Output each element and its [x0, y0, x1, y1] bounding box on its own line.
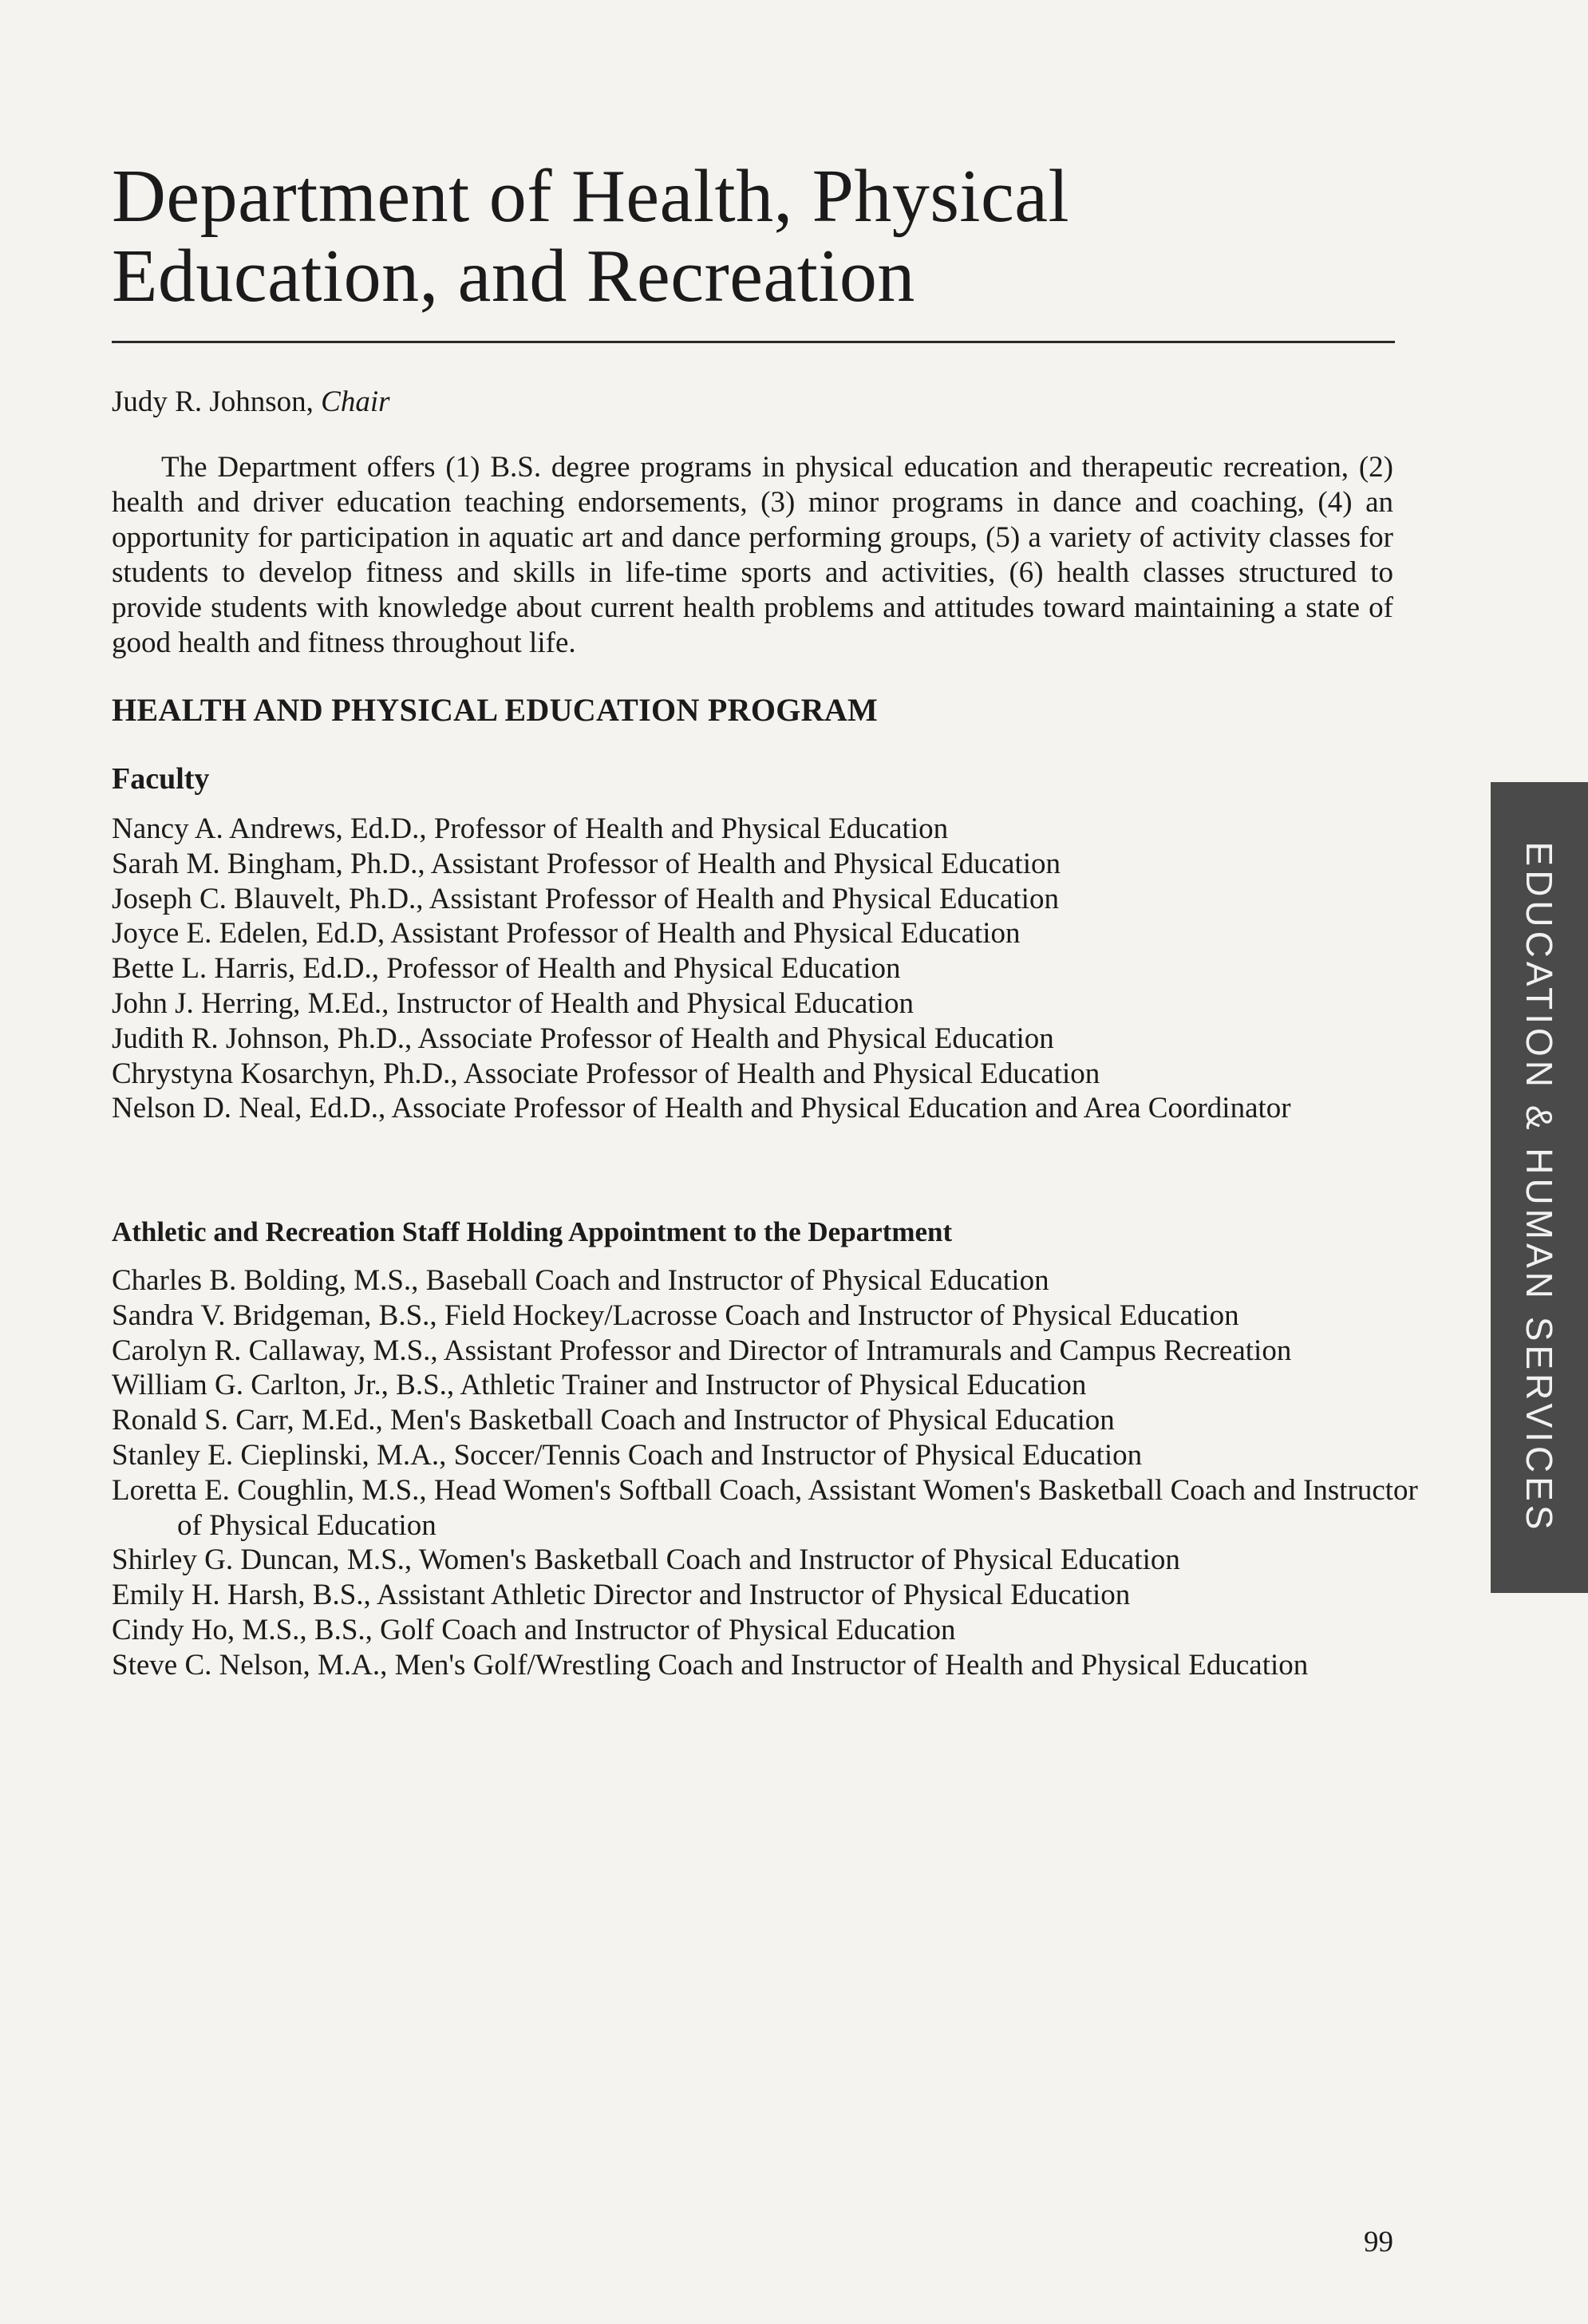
staff-entry: Ronald S. Carr, M.Ed., Men's Basketball Coach and Instructor of Physical Education — [112, 1404, 1115, 1437]
faculty-entry: Chrystyna Kosarchyn, Ph.D., Associate Professor of Health and Physical Education — [112, 1057, 1100, 1090]
faculty-entry: Joyce E. Edelen, Ed.D, Assistant Professor of Health and Physical Education — [112, 917, 1021, 951]
staff-heading: Athletic and Recreation Staff Holding Appointment to the Department — [112, 1216, 953, 1247]
faculty-entry: Sarah M. Bingham, Ph.D., Assistant Professor of Health and Physical Education — [112, 847, 1061, 880]
staff-entry: Carolyn R. Callaway, M.S., Assistant Professor and Director of Intramurals and Campus Recreation — [112, 1334, 1292, 1367]
department-intro: The Department offers (1) B.S. degree programs in physical education and therapeutic recreation, (2) health and driver education teaching endorsements, (3) minor programs in dance and coaching, (4) an opportunity for participation in aquatic art and dance performing groups, (5) a variety of activity classes for students to develop fitness and skills in life-time sports and activities, (6) health classes structured to provide students with knowledge about current health problems and attitudes toward maintaining a state of good health and fitness throughout life. — [112, 451, 1393, 659]
faculty-entry: Bette L. Harris, Ed.D., Professor of Health and Physical Education — [112, 952, 901, 986]
page-title-line-1: Department of Health, Physical — [112, 155, 1070, 238]
faculty-heading: Faculty — [112, 762, 210, 796]
chair-name: Judy R. Johnson, — [112, 385, 322, 418]
faculty-entry: Joseph C. Blauvelt, Ph.D., Assistant Professor of Health and Physical Education — [112, 882, 1059, 915]
page-title-line-2: Education, and Recreation — [112, 235, 915, 318]
staff-entry: William G. Carlton, Jr., B.S., Athletic Trainer and Instructor of Physical Education — [112, 1369, 1087, 1402]
staff-entry: Stanley E. Cieplinski, M.A., Soccer/Tennis Coach and Instructor of Physical Education — [112, 1438, 1143, 1472]
page-number: 99 — [1364, 2226, 1393, 2259]
faculty-list — [112, 812, 1420, 1126]
faculty-entry: John J. Herring, M.Ed., Instructor of Health and Physical Education — [112, 986, 914, 1020]
program-heading: HEALTH AND PHYSICAL EDUCATION PROGRAM — [112, 692, 879, 728]
side-tab-label: EDUCATION & HUMAN SERVICES — [1519, 841, 1560, 1534]
staff-entry: Emily H. Harsh, B.S., Assistant Athletic Director and Instructor of Physical Education — [112, 1579, 1131, 1612]
faculty-entry: Nelson D. Neal, Ed.D., Associate Professor of Health and Physical Education and Area Coordinator — [112, 1092, 1291, 1125]
staff-entry: Charles B. Bolding, M.S., Baseball Coach and Instructor of Physical Education — [112, 1264, 1049, 1297]
faculty-entry: Judith R. Johnson, Ph.D., Associate Professor of Health and Physical Education — [112, 1022, 1054, 1055]
title-divider — [112, 341, 1395, 343]
faculty-entry: Nancy A. Andrews, Ed.D., Professor of Health and Physical Education — [112, 812, 949, 845]
staff-entry: Shirley G. Duncan, M.S., Women's Basketball Coach and Instructor of Physical Education — [112, 1543, 1180, 1577]
page-title — [112, 156, 1389, 316]
section-side-tab — [1491, 782, 1588, 1593]
chair-role: Chair — [321, 385, 390, 418]
staff-entry: Loretta E. Coughlin, M.S., Head Women's Softball Coach, Assistant Women's Basketball Coach and Instructor of Physical Education — [112, 1473, 1418, 1542]
staff-entry: Steve C. Nelson, M.A., Men's Golf/Wrestling Coach and Instructor of Health and Physical Education — [112, 1648, 1309, 1682]
staff-list — [112, 1263, 1420, 1683]
staff-entry: Cindy Ho, M.S., B.S., Golf Coach and Instructor of Physical Education — [112, 1613, 956, 1646]
department-chair — [112, 385, 390, 420]
staff-entry: Sandra V. Bridgeman, B.S., Field Hockey/Lacrosse Coach and Instructor of Physical Education — [112, 1298, 1239, 1332]
